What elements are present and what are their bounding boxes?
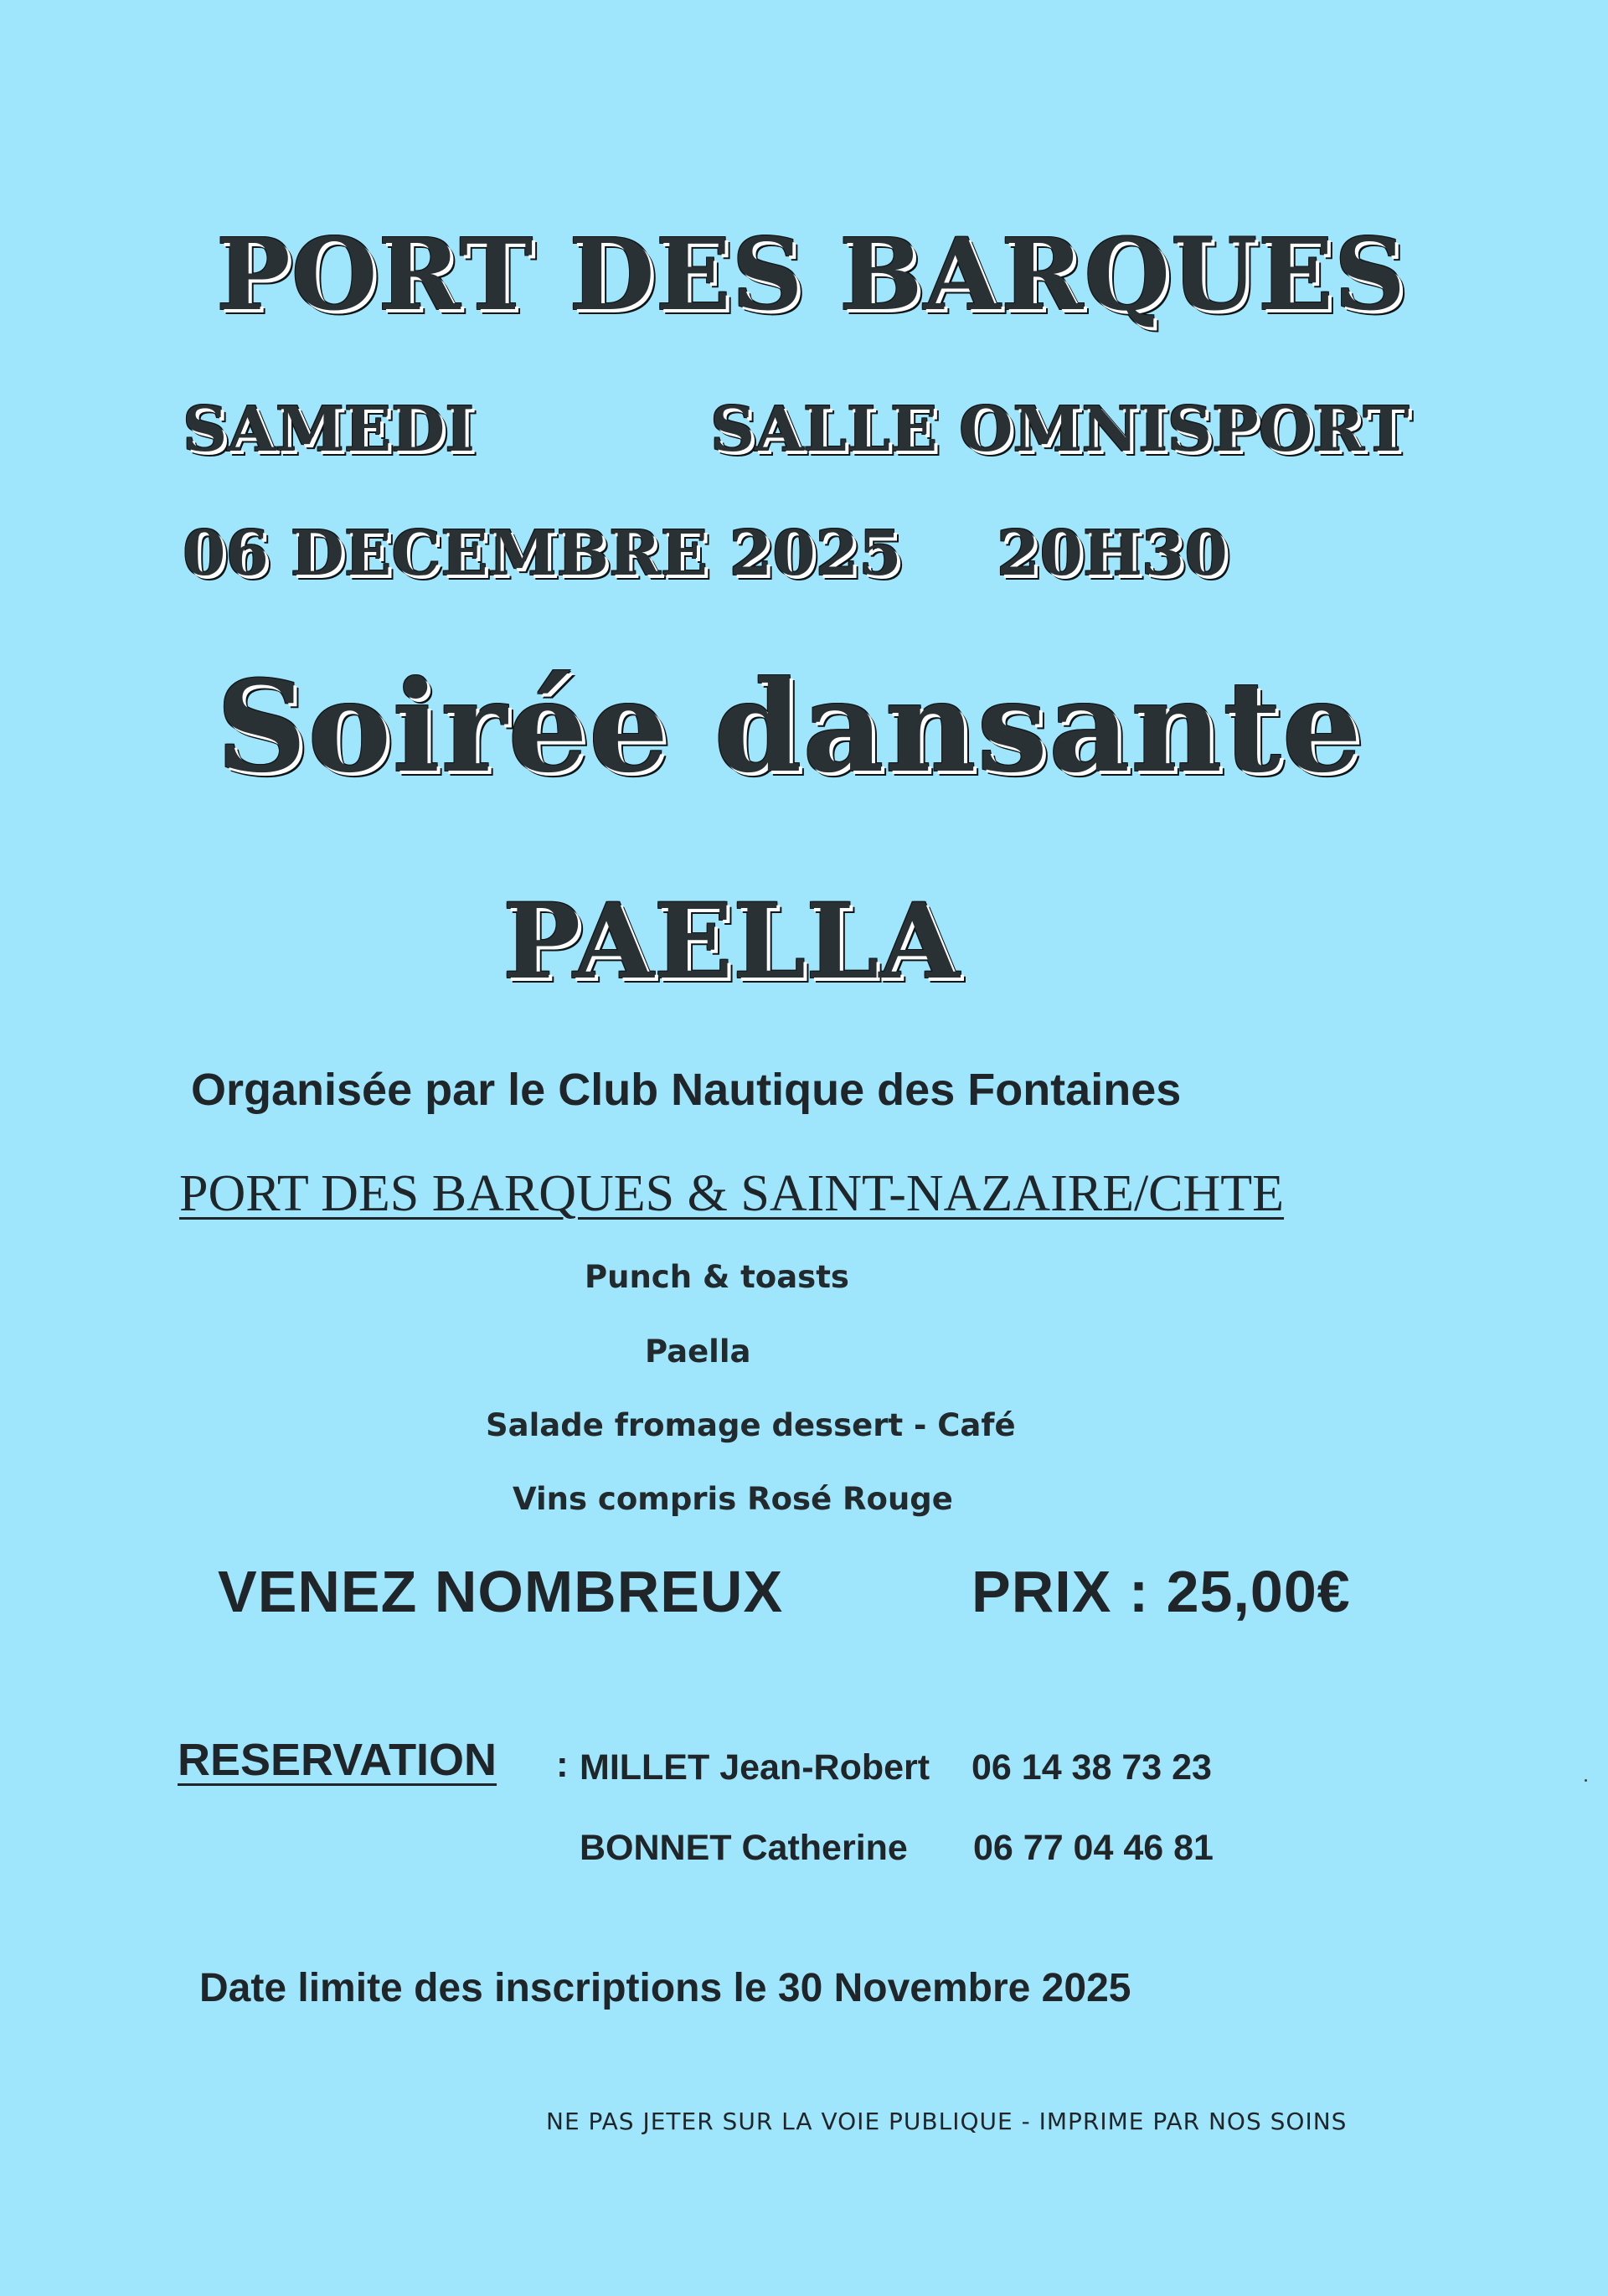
menu-item: Vins compris Rosé Rouge [513,1481,953,1517]
event-venue: SALLE OMNISPORT [710,394,1410,466]
menu-item: Salade fromage dessert - Café [486,1407,1016,1443]
event-dish: PAELLA [502,881,960,1003]
poster-title: PORT DES BARQUES [216,216,1407,333]
price: PRIX : 25,00€ [972,1559,1351,1624]
registration-deadline: Date limite des inscriptions le 30 Novembre 2025 [199,1966,1131,2010]
reservation-separator: : [556,1744,569,1785]
event-day: SAMEDI [183,394,474,466]
menu-item: Paella [645,1334,751,1370]
event-date: 06 DECEMBRE 2025 [183,518,902,590]
reservation-label: RESERVATION [178,1735,497,1785]
contact-name: BONNET Catherine [580,1828,908,1868]
contact-phone: 06 77 04 46 81 [973,1828,1214,1868]
scan-speck [1585,1779,1587,1782]
footer-notice: NE PAS JETER SUR LA VOIE PUBLIQUE - IMPRIME PAR NOS SOINS [546,2108,1348,2135]
contact-name: MILLET Jean-Robert [580,1747,930,1788]
event-time: 20H30 [997,518,1228,590]
region-line: PORT DES BARQUES & SAINT-NAZAIRE/CHTE [179,1165,1285,1222]
organiser-line: Organisée par le Club Nautique des Fontaines [191,1065,1182,1115]
call-to-action: VENEZ NOMBREUX [218,1559,784,1624]
contact-phone: 06 14 38 73 23 [972,1747,1212,1788]
menu-item: Punch & toasts [585,1259,849,1295]
event-name: Soirée dansante [216,653,1363,801]
